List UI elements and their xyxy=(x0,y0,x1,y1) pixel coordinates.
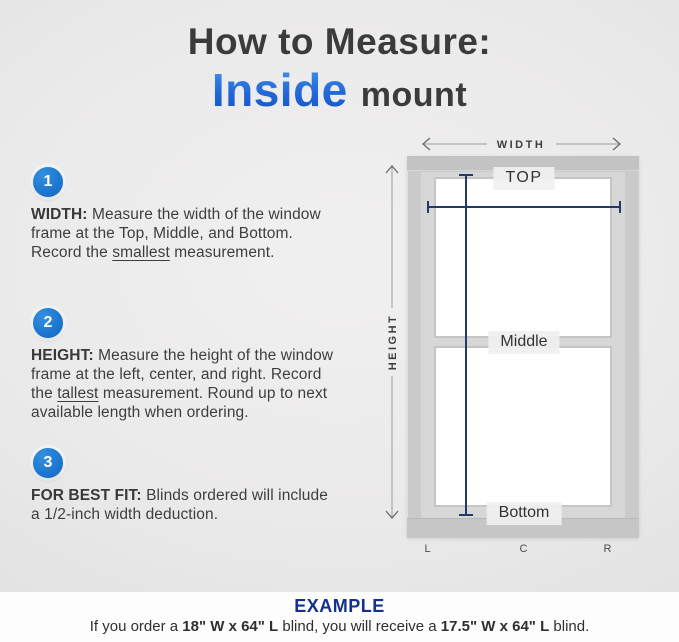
width-arrow-label: WIDTH xyxy=(496,139,546,151)
bottom-position-label: Bottom xyxy=(487,502,562,525)
width-arrow-icon xyxy=(421,135,622,153)
title-suffix: mount xyxy=(360,75,468,114)
example-mid: blind, you will receive a xyxy=(278,618,441,635)
step-2-text xyxy=(31,346,338,422)
example-received-size: 17.5" W x 64" L xyxy=(440,618,550,635)
window-upper-pane xyxy=(434,177,612,338)
width-measure-line xyxy=(427,206,621,208)
page-title xyxy=(0,22,679,117)
center-mark: C xyxy=(519,543,529,555)
example-post: blind. xyxy=(549,618,590,635)
title-line1: How to Measure: xyxy=(187,21,492,62)
title-highlight: Inside xyxy=(211,63,348,116)
right-mark: R xyxy=(603,543,613,555)
step-3-text xyxy=(31,486,338,524)
left-mark: L xyxy=(424,543,432,555)
step-1-label: WIDTH: xyxy=(31,206,88,223)
height-measure-line xyxy=(465,174,467,516)
step-2-body: Measure the height of the window frame at the left, center, and right. Record the xyxy=(31,347,334,402)
window-lower-pane xyxy=(434,346,612,507)
step-2-label: HEIGHT: xyxy=(31,347,94,364)
height-arrow-icon xyxy=(383,164,401,520)
top-position-label: TOP xyxy=(493,167,554,190)
example-pre: If you order a xyxy=(89,618,183,635)
step-1-body: Measure the width of the window frame at the Top, Middle, and Bottom. Record the xyxy=(31,206,321,261)
step-2-number-badge: 2 xyxy=(33,308,63,338)
step-3 xyxy=(31,448,338,524)
step-3-number-badge: 3 xyxy=(33,448,63,478)
step-1-underlined-word: smallest xyxy=(112,244,170,261)
step-1-body-end: measurement. xyxy=(169,244,275,261)
example-heading: EXAMPLE xyxy=(294,596,385,616)
step-2 xyxy=(31,308,338,422)
title-line2 xyxy=(0,63,679,117)
step-3-label: FOR BEST FIT: xyxy=(31,487,142,504)
example-section xyxy=(0,592,679,642)
step-1 xyxy=(31,167,338,262)
example-ordered-size: 18" W x 64" L xyxy=(182,618,279,635)
middle-position-label: Middle xyxy=(488,331,559,354)
step-3-body: Blinds ordered will include a 1/2-inch width deduction. xyxy=(31,487,328,523)
step-2-underlined-word: tallest xyxy=(57,385,99,402)
step-1-text xyxy=(31,205,338,262)
step-1-number-badge: 1 xyxy=(33,167,63,197)
example-sentence xyxy=(0,618,679,635)
height-arrow-label: HEIGHT xyxy=(387,313,399,371)
step-2-body-end: measurement. Round up to next available length when ordering. xyxy=(31,385,328,421)
